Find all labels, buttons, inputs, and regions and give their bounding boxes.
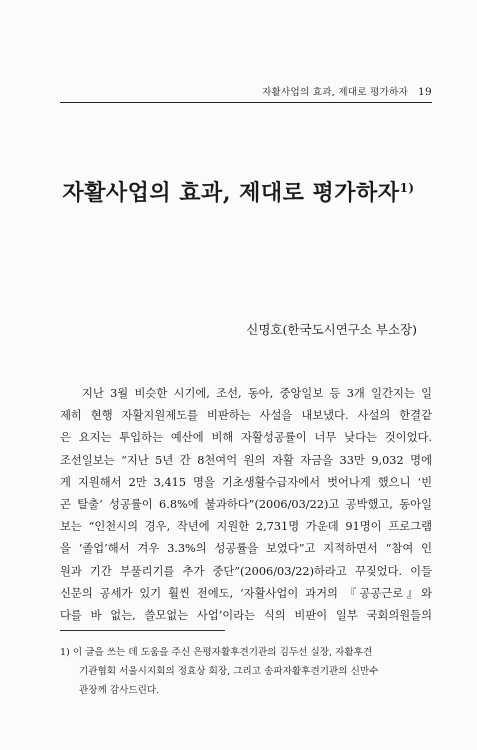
body-line: 원과 기간 부풀리기를 추가 중단”(2006/03/22)하라고 꾸짖었다. 이들 (60, 564, 432, 578)
body-line: 은 요지는 투입하는 예산에 비해 자활성공률이 너무 낮다는 것이었다. (60, 431, 432, 445)
body-line: 제히 현행 자활지원제도를 비판하는 사설을 내보냈다. 사설의 한결같 (60, 409, 432, 423)
footnote-line: 1) 이 글을 쓰는 데 도움을 주신 은평자활후견기관의 김두선 실장, 자활후견 (60, 647, 373, 658)
body-line: 지난 3월 비슷한 시기에, 조선, 동아, 중앙일보 등 3개 일간지는 일 (82, 387, 432, 400)
body-line: 조선일보는 “지난 5년 간 8천여억 원의 자활 자금을 33만 9,032 명에 (60, 453, 432, 467)
header-rule (60, 102, 432, 103)
footnote-line: 관장께 감사드린다. (79, 685, 160, 696)
title-footnote-marker: 1) (399, 181, 415, 195)
running-header (60, 84, 432, 98)
author-byline: 신명호(한국도시연구소 부소장) (246, 322, 417, 337)
footnote-line: 기관협회 서울시지회의 정효상 회장, 그리고 송파자활후견기관의 신만수 (79, 666, 379, 677)
body-text (60, 383, 432, 627)
body-line: 신문의 공세가 있기 훨씬 전에도, ‘자활사업이 과거의 『공공근로』와 (60, 586, 432, 600)
running-header-title: 자활사업의 효과, 제대로 평가하자 (262, 87, 409, 98)
footnote (60, 643, 432, 700)
article-title-text: 자활사업의 효과, 제대로 평가하자 (62, 180, 400, 206)
article-title (0, 176, 477, 207)
footnote-rule (60, 630, 225, 631)
body-line: 곤 탈출’ 성공률이 6.8%에 불과하다”(2006/03/22)고 공박했고, 동아일 (60, 497, 432, 511)
page-number: 19 (418, 86, 432, 98)
body-line: 을 ‘졸업’해서 겨우 3.3%의 성공률을 보였다”고 지적하면서 “참여 인 (60, 542, 432, 556)
body-line: 보는 “인천시의 경우, 작년에 지원한 2,731명 가운데 91명이 프로그램 (60, 520, 432, 534)
body-line: 게 지원해서 2만 3,415 명을 기초생활수급자에서 벗어나게 했으니 ‘빈 (60, 475, 432, 489)
body-line: 다를 바 없는, 쓸모없는 사업’이라는 식의 비판이 일부 국회의원들의 (60, 608, 432, 622)
